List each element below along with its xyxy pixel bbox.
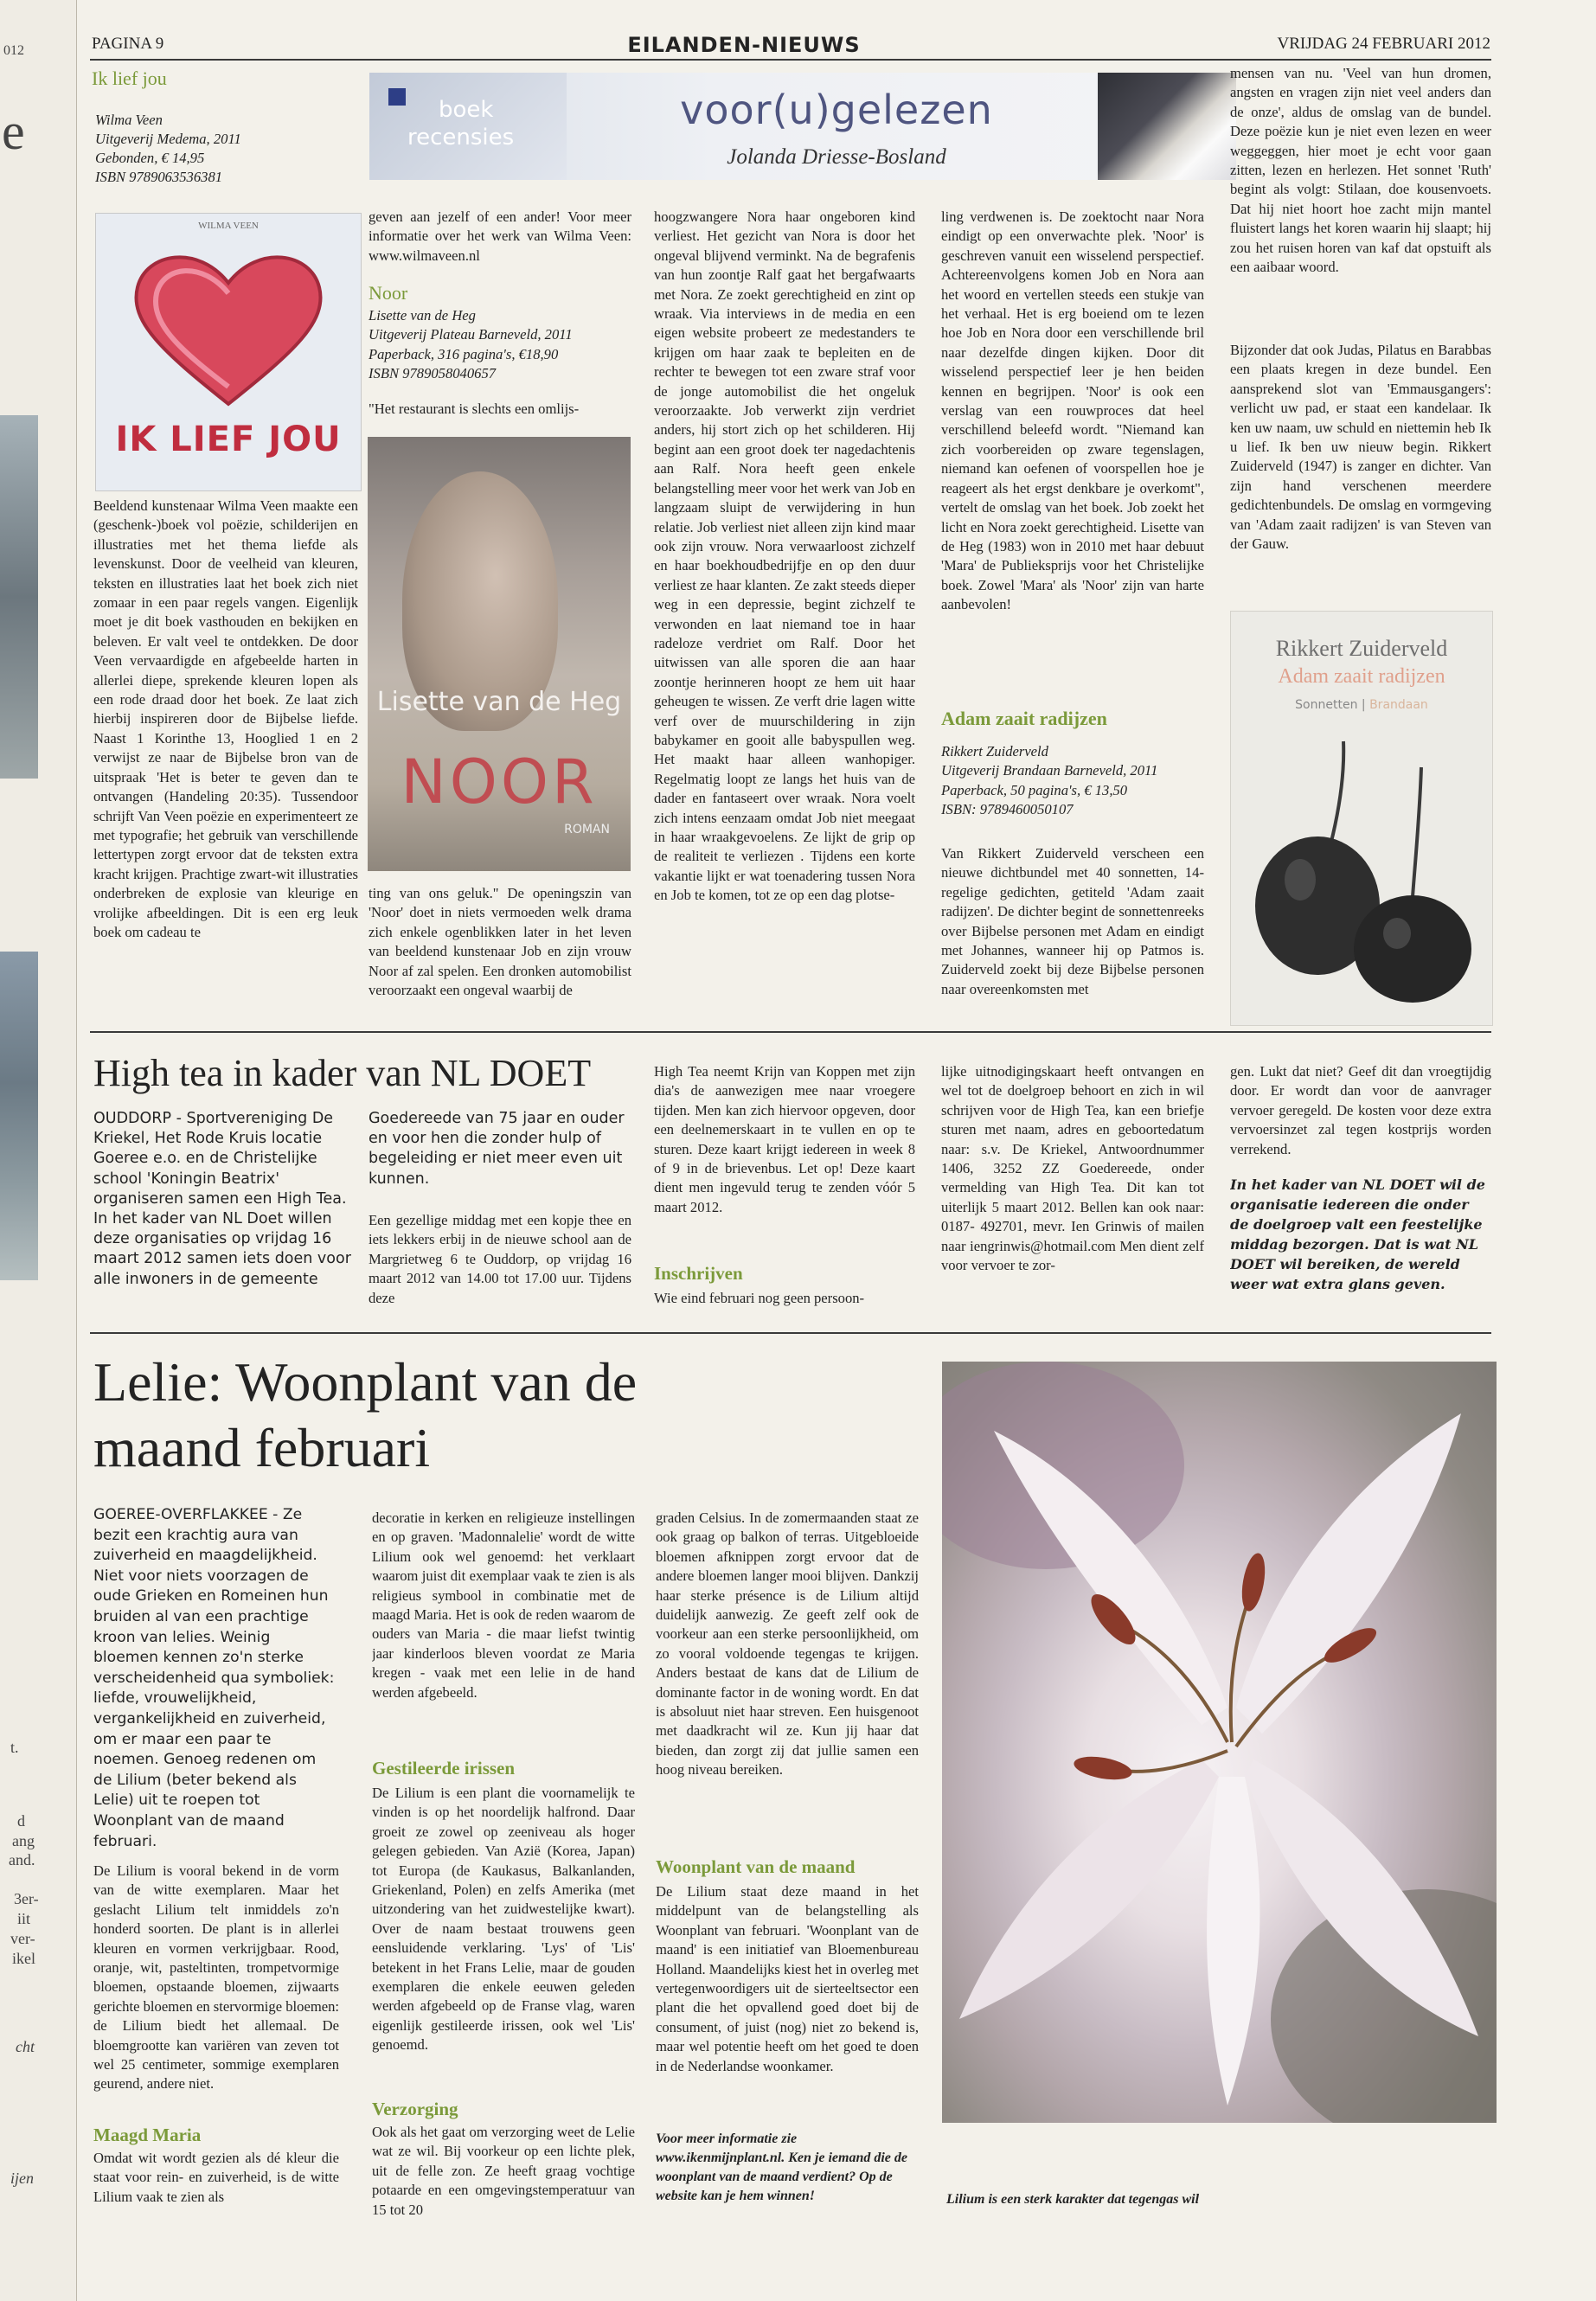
book-meta-publisher: Uitgeverij Medema, 2011 xyxy=(95,131,241,147)
book-meta-author: Wilma Veen xyxy=(95,112,163,128)
article-subhead: Woonplant van de maand xyxy=(656,1856,856,1877)
article-body-lelie-4: De Lilium is een plant die voornamelijk te vinden is op het noordelijk halfrond. Daar groeit ze zowel op zeeniveau als hoger gelegen gebieden. Van Azië (Korea, Japan) tot Europa (de Kaukasus, Balkanlanden, Griekenland, Polen) en zelfs Amerika (met uitzondering van het zuidwestelijke kwart). Over de naam bestaat trouwens geen eensluidende verklaring. 'Lys' of 'Lis' betekent in het Frans Lelie, maar de gouden exemplaren die enkele eeuwen geleden werden afgebeeld op de Franse vlag, waren eigenlijk gestileerde irissen, ook wel 'Lis' genoemd. xyxy=(372,1785,635,2054)
previous-page-photo xyxy=(0,415,38,779)
newspaper-masthead: EILANDEN-NIEUWS xyxy=(627,33,861,57)
article-subhead: Inschrijven xyxy=(654,1263,743,1284)
header-rule xyxy=(90,59,1491,61)
article-lead-high-tea: OUDDORP - Sportvereniging De Kriekel, Het Rode Kruis locatie Goeree e.o. en de Christelijke school 'Koningin Beatrix' organiseren samen een High Tea. In het kader van NL Doet willen deze organisaties op vrijdag 16 maart 2012 samen iets doen voor alle inwoners in de gemeente xyxy=(93,1110,351,1288)
review-banner xyxy=(369,73,1236,180)
article-subhead: Verzorging xyxy=(372,2099,458,2119)
banner-author: Jolanda Driesse-Bosland xyxy=(727,145,946,169)
review-body-noor-end: ling verdwenen is. De zoektocht naar Nora eindigt op een onverwachte plek. 'Noor' is geschreven vanuit een wisselend perspectief. Achtereenvolgens komen Job en Nora aan het woord en vertellen steeds een stukje van het verhaal. Het is erg boeiend om te lezen hoe Job en Nora door een verschillende bril naar dezelfde dingen kijken. Door dit wisselend perspectief leer je hen beiden kennen en begrijpen. 'Noor' is ook een verslag van een rouwproces dat heel verschillend beleefd wordt. "Niemand kan zich voorbereiden op zware tegenslagen, niemand kan oefenen of voorspellen hoe je reageert als het ergst denkbare je overkomt", vertelt de omslag van het boek. Job zoekt het licht en Nora zoekt gerechtigheid. Lisette van de Heg (1983) won in 2010 met haar debuut 'Mara' de Publieksprijs voor het Christelijke boek. Zowel 'Mara' als 'Noor' zijn van harte aanbevolen! xyxy=(941,208,1204,613)
review-body-adam-end: Bijzonder dat ook Judas, Pilatus en Barabbas een plaats kregen in deze bundel. Een aansprekend slot van 'Emmausgangers': verlicht uw pad, er staat een kandelaar. Ik ken uw naam, uw schuld en niettemin heb Ik u lief. Ik ben uw nieuw begin. Rikkert Zuiderveld (1947) is zanger en dichter. Van zijn hand verschenen meerdere gedichtenbundels. De omslag en vormgeving van 'Adam zaait radijzen' is van Steven van der Gauw. xyxy=(1230,342,1491,553)
article-body-lelie-7: De Lilium staat deze maand in het middelpunt van de belangstelling als Woonplant van februari. 'Woonplant van de maand' is een initiatief van Bloemenbureau Holland. Maandelijks kiest het in overleg met vertegenwoordigers uit de sierteeltsector een plant die het opvallend goed doet bij de consument, of juist (nog) niet zo bekend is, maar wel potentie heeft om het goed te doen in de Nederlandse woonkamer. xyxy=(656,1883,919,2074)
book-meta-price: Gebonden, € 14,95 xyxy=(95,150,205,166)
lily-photo xyxy=(942,1362,1497,2123)
previous-page-fragment: d xyxy=(17,1812,25,1830)
book-meta-isbn: ISBN 9789063536381 xyxy=(95,169,223,185)
article-closing-high-tea: In het kader van NL DOET wil de organisatie iedereen die onder de doelgroep valt een feestelijke middag bezorgen. Dat is wat NL DOET wil bereiken, de wereld weer wat extra glans geven. xyxy=(1230,1176,1485,1292)
heart-icon xyxy=(129,240,328,413)
book-title: Adam zaait radijzen xyxy=(941,708,1107,729)
book-meta-publisher: Uitgeverij Brandaan Barneveld, 2011 xyxy=(941,762,1158,779)
previous-page-fragment: iit xyxy=(17,1910,31,1927)
lily-flower-illustration xyxy=(942,1362,1497,2123)
previous-page-fragment: and. xyxy=(9,1851,35,1868)
previous-page-fragment: 012 xyxy=(3,43,24,58)
review-body-ik-lief-jou-end: geven aan jezelf of een ander! Voor meer informatie over het werk van Wilma Veen: www.wilmaveen.nl xyxy=(369,208,631,264)
review-body-ik-lief-jou: Beeldend kunstenaar Wilma Veen maakte een (geschenk-)boek vol poëzie, schilderijen en illustraties met het thema liefde als levenskunst. Door de veelheid van kleuren, teksten en illustraties laat het boek zich niet zomaar in een paar regels vangen. Eigenlijk moet je dit boek vasthouden en bekijken en beleven. Er valt veel te ontdekken. De door Veen vervaardigde en afgebeelde harten in allerlei diepe, sprekende kleuren lopen als een rode draad door het boek. Ze laat zich hierbij inspireren door de Bijbelse liefde. Naast 1 Korinthe 13, Hooglied 1 en 2 verwijst ze naar de Bijbelse bron van de uitspraak 'Het is beter te geven dan te ontvangen (Handeling 20:35). Tussendoor schrijft Van Veen poëzie en experimenteert ze met typografie; het gebruik van verschillende lettertypen zorgt ervoor dat de teksten extra kracht krijgen. Prachtige zwart-wit illustraties onderbreken de explosie van kleurige en vrolijke afbeeldingen. Dit is een erg leuk boek om cadeau te xyxy=(93,497,358,940)
previous-page-fragment: ver- xyxy=(10,1930,35,1947)
book-meta-price: Paperback, 50 pagina's, € 13,50 xyxy=(941,781,1128,798)
banner-photo xyxy=(1098,73,1236,180)
cover-subtitle-text: Sonnetten xyxy=(1295,698,1358,712)
book-title: Ik lief jou xyxy=(92,67,167,89)
book-meta-author: Lisette van de Heg xyxy=(369,307,476,324)
banner-book-image xyxy=(369,73,567,180)
article-body-high-tea-4: lijke uitnodigingskaart heeft ontvangen en wel tot de doelgroep behoort en zich in wil schrijven voor de High Tea, kan een briefje sturen met naam, adres en geboortedatum naar: s.v. De Kriekel, Antwoordnummer 1406, 3252 ZZ Goedereede, onder vermelding van High Tea. Dit kan tot uiterlijk 5 maart 2012. Bellen kan ook naar: 0187- 492701, mevr. Ien Grinwis of mailen naar iengrinwis@hotmail.com Men dient zelf voor vervoer te zor- xyxy=(941,1063,1204,1274)
cover-title: Adam zaait radijzen xyxy=(1278,665,1445,688)
book-meta-author: Rikkert Zuiderveld xyxy=(941,743,1048,760)
article-body-lelie-2: Omdat wit wordt gezien als dé kleur die staat voor rein- en zuiverheid, is de witte Lilium vaak te zien als xyxy=(93,2150,339,2205)
article-body-high-tea: Een gezellige middag met een kopje thee en iets lekkers erbij in de nieuwe school aan de Margrietweg 6 te Ouddorp, op vrijdag 16 maart 2012 van 14.00 tot 17.00 uur. Tijdens deze xyxy=(369,1212,631,1306)
review-body-adam: Van Rikkert Zuiderveld verscheen een nieuwe dichtbundel met 40 sonnetten, 14-regelige gedichten, getiteld 'Adam zaait radijzen'. De dichter begint de sonnettenreeks over Bijbelse personen met Adam en eindigt met Johannes, wanneer hij op Patmos is. Zuiderveld zoekt bij deze Bijbelse personen naar overeenkomsten met xyxy=(941,845,1204,997)
cover-author: Rikkert Zuiderveld xyxy=(1275,636,1448,661)
book-meta xyxy=(95,111,241,187)
review-body-noor: ting van ons geluk." De openingszin van 'Noor' doet in niets vermoeden welk drama zich enkele ogenblikken later in het leven van beeldend kunstenaar Job en zijn vrouw Noor af zal spelen. Een dronken automobilist veroorzaakt een ongeval waarbij de xyxy=(369,885,631,999)
banner-label-bottom: recensies xyxy=(407,125,515,151)
book-meta xyxy=(369,306,573,384)
review-body-adam-continued: mensen van nu. 'Veel van hun dromen, angsten en vragen zijn niet veel anders dan de onze', aldus de omslag van de bundel. Deze poëzie kun je niet even lezen en weer weggeggen, hier moet je echt voor gaan zitten, lezen en herlezen. Het sonnet 'Ruth' begint als volgt: Stilaan, doe kousenvoets. Dat hij niet hoort hoe zacht mijn mantel fluistert langs het koren waarin hij slaapt; hij zou het ruisen horen van kaf dat opstuift als een aaibaar woord. xyxy=(1230,65,1491,276)
cover-subtitle: Sonnetten | Brandaan xyxy=(1295,698,1428,712)
book-title: Noor xyxy=(369,282,408,304)
page-number: PAGINA 9 xyxy=(92,35,164,53)
book-meta xyxy=(941,742,1157,820)
book-meta-isbn: ISBN: 9789460050107 xyxy=(941,801,1074,818)
cover-publisher: Brandaan xyxy=(1369,698,1428,712)
cover-title: IK LIEF JOU xyxy=(115,420,342,459)
article-body-high-tea-3: Wie eind februari nog geen persoon- xyxy=(654,1290,865,1306)
article-body-lelie-5: Ook als het gaat om verzorging weet de Lelie wat ze wil. Bij voorkeur op een lichte plek, uit de felle zon. Ze heeft graag vochtige potaarde en een omgevingstemperatuur van 15 tot 20 xyxy=(372,2124,635,2218)
banner-square-icon xyxy=(388,88,406,106)
book-cover-adam-zaait-radijzen xyxy=(1230,611,1493,1026)
previous-page-fragment: ikel xyxy=(12,1950,35,1967)
previous-page-photo xyxy=(0,952,38,1280)
previous-page-edge xyxy=(0,0,77,2301)
article-headline-lelie: Lelie: Woonplant van de maand februari xyxy=(93,1351,638,1478)
book-meta-isbn: ISBN 9789058040657 xyxy=(369,365,497,382)
cover-genre: ROMAN xyxy=(564,823,610,836)
book-cover-noor xyxy=(368,437,631,871)
review-body-noor-continued: hoogzwangere Nora haar ongeboren kind verliest. Het gezicht van Nora is door het ongeval blijvend verminkt. Na de begrafenis van hun zoontje Ralf gaat het bergafwaarts met Nora. Ze zoekt gerechtigheid en zint op wraak. Via interviews in de media en een eigen website probeert ze medestanders te krijgen om haar zaak te bepleiten en de rechter te bewegen tot een zware straf voor de jonge automobilist die het ongeluk veroorzaakte. Job verwerkt zijn verdriet anders, hij stort zich op het schilderen. Hij begint aan een groot doek ter nagedachtenis aan Ralf. Nora heeft geen enkele belangstelling meer voor het werk van Job en langzaam sluipt de verwijdering in hun relatie. Job verliest niet alleen zijn kind maar ook zijn vrouw. Nora verwaarloost zichzelf en haar boekhoudbedrijfje en op den duur verliest ze haar klanten. Ze zakt steeds dieper weg in een depressie, begint zichzelf te verwonden en laat niemand toe in haar radeloze verdriet om Ralf. Door het uitwissen van alle sporen die aan haar zoontje herinneren hoopt ze hem uit haar geheugen te wissen. Ze verft drie lagen witte verf over de muurschildering in zijn babykamer en gooit alle babyspullen weg. Het maakt haar alleen wanhopiger. Regelmatig loopt ze langs het huis van de dader en fantaseert over wraak. Nora voelt zich intens eenzaam omdat Job niet meegaat in haar wraakgevoelens. Ze lijkt de grip op de realiteit te verliezen . Tijdens een korte vakantie lijkt er wat toenadering tussen Nora en Job te komen, tot ze op een dag plotse- xyxy=(654,208,915,904)
photo-caption: Lilium is een sterk karakter dat tegengas wil xyxy=(946,2192,1200,2207)
article-body-high-tea-2: High Tea neemt Krijn van Koppen met zijn dia's de aanwezigen mee naar vroegere tijden. Men kan zich hiervoor opgeven, door een deelnemerskaart in te vullen en op te sturen. Deze kaart krijgt iedereen in week 8 of 9 in de brievenbus. Let op! Deze kaart dient men ingevuld terug te zenden vóór 5 maart 2012. xyxy=(654,1063,915,1215)
previous-page-fragment: e xyxy=(2,103,25,160)
article-closing-lelie: Voor meer informatie zie www.ikenmijnplant.nl. Ken je iemand die de woonplant van de maand verdient? Op de website kan je hem winnen! xyxy=(656,2131,907,2203)
book-meta-price: Paperback, 316 pagina's, €18,90 xyxy=(369,345,559,362)
previous-page-fragment: cht xyxy=(16,2038,35,2055)
section-rule xyxy=(90,1031,1491,1033)
article-headline-high-tea: High tea in kader van NL DOET xyxy=(93,1052,592,1094)
section-rule xyxy=(90,1332,1491,1334)
review-quote: "Het restaurant is slechts een omlijs- xyxy=(369,401,580,417)
cover-author: Lisette van de Heg xyxy=(376,687,622,717)
article-body-lelie: De Lilium is vooral bekend in de vorm van de witte exemplaren. Maar het geslacht Lilium telt inmiddels zo'n honderd soorten. De plant is in allerlei kleuren en vormen verkrijgbaar. Rood, oranje, wit, pasteltinten, trompetvormige bloemen, opstaande bloemen, zijwaarts gerichte bloemen en stervormige bloemen: de Lilium biedt het allemaal. De bloemgrootte kan variëren van zeven tot wel 25 centimeter, sommige exemplaren geurend, andere niet. xyxy=(93,1862,339,2093)
article-lead-lelie: GOEREE-OVERFLAKKEE - Ze bezit een krachtig aura van zuiverheid en maagdelijkheid. Niet voor niets voorzagen de oude Grieken en Romeinen hun bruiden al van een prachtige kroon van lelies. Weinig bloemen kennen zo'n sterke verscheidenheid qua symboliek: liefde, vrouwelijkheid, vergankelijkheid en zuiverheid, om er maar een paar te noemen. Genoeg redenen om de Lilium (beter bekend als Lelie) uit te roepen tot Woonplant van de maand februari. xyxy=(93,1506,335,1850)
article-subhead: Maagd Maria xyxy=(93,2125,202,2145)
banner-label-top: boek xyxy=(439,97,494,123)
previous-page-fragment: 3er- xyxy=(14,1890,39,1907)
radish-illustration xyxy=(1248,733,1482,1009)
banner-title: voor(u)gelezen xyxy=(680,87,993,133)
book-meta-publisher: Uitgeverij Plateau Barneveld, 2011 xyxy=(369,326,573,343)
issue-date: VRIJDAG 24 FEBRUARI 2012 xyxy=(1277,35,1490,53)
article-body-lelie-6: graden Celsius. In de zomermaanden staat ze ook graag op balkon of terras. Uitgebloeide bloemen afknippen zorgt ervoor dat de andere bloemen langer mooi blijven. Dankzij haar sterke présence is de Lilium altijd duidelijk aanwezig. Ze geeft zelf ook de voorkeur aan een sterke persoonlijkheid, om zo vooral voldoende tegengas te krijgen. Anders bestaat de kans dat de Lilium de dominante factor in de woning wordt. En dat is absoluut niet haar streven. Een huisgenoot met daadkracht wil ze. Kun jij haar dat bieden, dan zorgt zij dat jullie samen een hoog niveau bereiken. xyxy=(656,1509,919,1779)
article-subhead: Gestileerde irissen xyxy=(372,1758,516,1779)
article-body-high-tea-5: gen. Lukt dat niet? Geef dit dan vroegtijdig door. Er wordt dan voor de aanvrager vervoer geregeld. De kosten voor deze extra vervoersinzet zal tegen kostprijs worden verrekend. xyxy=(1230,1063,1491,1157)
book-cover-ik-lief-jou xyxy=(95,213,362,491)
article-lead-high-tea-end: Goedereede van 75 jaar en ouder en voor hen die zonder hulp of begeleiding er niet meer even uit kunnen. xyxy=(369,1110,625,1188)
previous-page-fragment: ijen xyxy=(10,2170,34,2187)
article-body-lelie-3: decoratie in kerken en religieuze instellingen en op graven. 'Madonnalelie' wordt de witte Lilium ook wel genoemd: het verklaart waarom juist dit exemplaar vaak te zien is als religieus symbool in combinatie met de maagd Maria. Het is ook de reden waarom de ouders van Maria - die maar liefst twintig jaar kinderloos bleven voordat ze Maria kregen - vaak met een lelie in de hand werden afgebeeld. xyxy=(372,1509,635,1701)
previous-page-fragment: ang xyxy=(12,1832,35,1849)
cover-title: NOOR xyxy=(401,747,598,817)
previous-page-fragment: t. xyxy=(10,1739,19,1756)
cover-author: WILMA VEEN xyxy=(198,221,259,231)
